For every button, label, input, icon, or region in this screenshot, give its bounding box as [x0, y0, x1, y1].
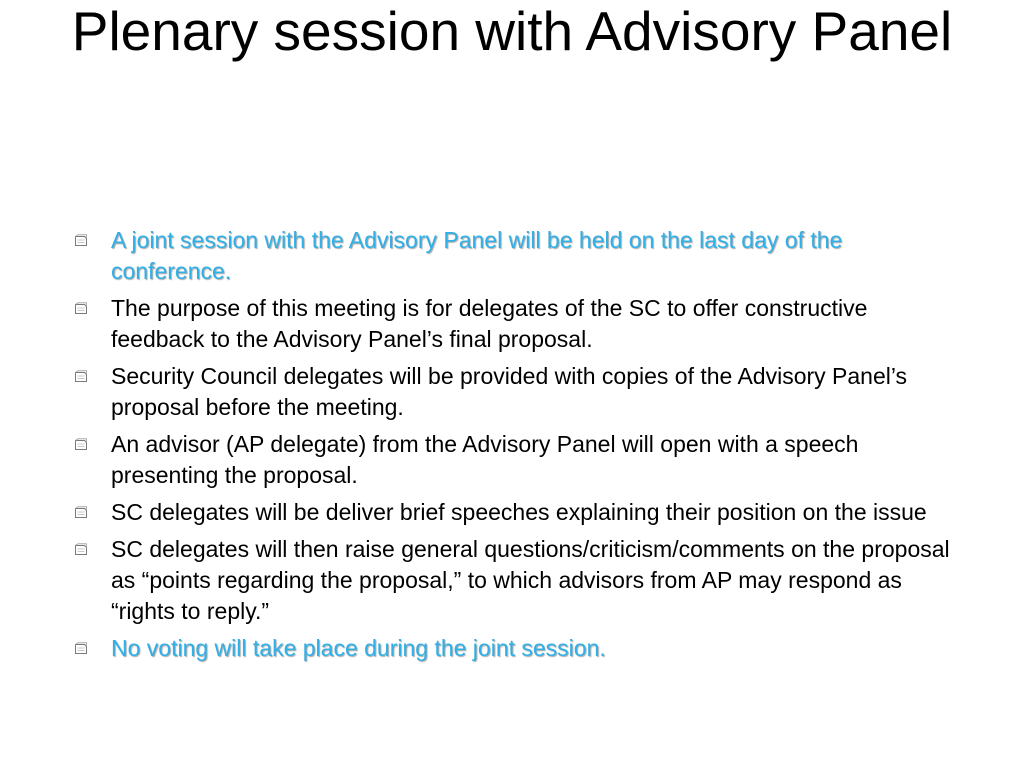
notepad-bullet-icon — [74, 438, 88, 451]
bullet-text: A joint session with the Advisory Panel will be held on the last day of the conference. — [111, 227, 843, 284]
notepad-bullet-icon — [74, 234, 88, 247]
bullet-list — [70, 225, 960, 670]
bullet-text: An advisor (AP delegate) from the Advisory Panel will open with a speech presenting the proposal. — [111, 431, 859, 488]
notepad-bullet-icon — [74, 642, 88, 655]
bullet-text: The purpose of this meeting is for delegates of the SC to offer constructive feedback to the Advisory Panel’s final proposal. — [111, 295, 868, 352]
notepad-bullet-icon — [74, 543, 88, 556]
bullet-item-1 — [70, 225, 960, 287]
bullet-item-7 — [70, 633, 960, 664]
bullet-item-4 — [70, 429, 960, 491]
bullet-text: Security Council delegates will be provided with copies of the Advisory Panel’s proposal before the meeting. — [111, 363, 908, 420]
notepad-bullet-icon — [74, 370, 88, 383]
bullet-item-5 — [70, 497, 960, 528]
notepad-bullet-icon — [74, 302, 88, 315]
bullet-text: SC delegates will be deliver brief speeches explaining their position on the issue — [111, 499, 927, 525]
bullet-text: No voting will take place during the joint session. — [111, 635, 606, 661]
slide-title: Plenary session with Advisory Panel — [71, 0, 953, 62]
bullet-item-3 — [70, 361, 960, 423]
bullet-item-6 — [70, 534, 960, 627]
bullet-item-2 — [70, 293, 960, 355]
bullet-text: SC delegates will then raise general questions/criticism/comments on the proposal as “points regarding the proposal,” to which advisors from AP may respond as “rights to reply.” — [111, 536, 950, 624]
notepad-bullet-icon — [74, 506, 88, 519]
